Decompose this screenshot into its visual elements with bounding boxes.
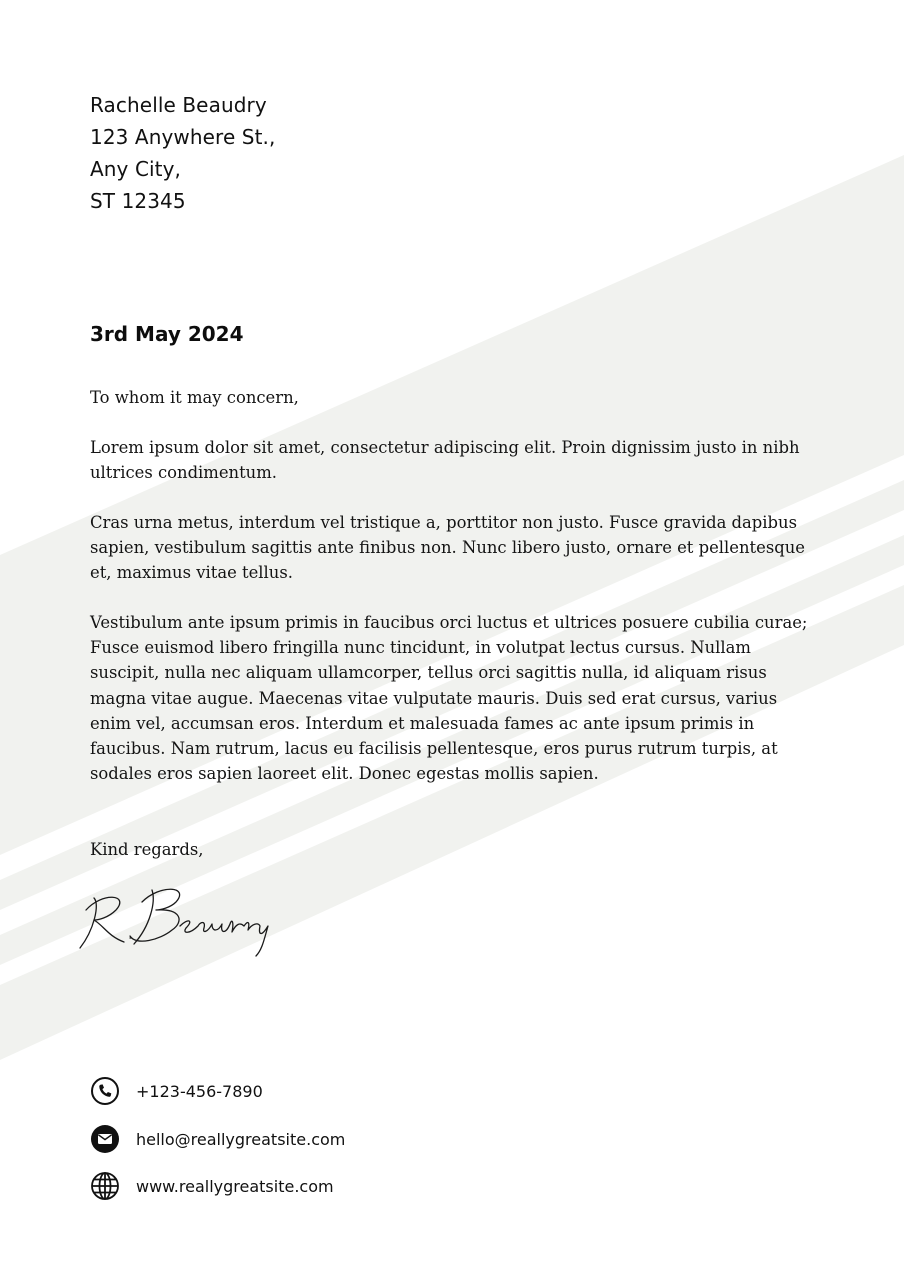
handwritten-signature bbox=[72, 880, 282, 960]
letter-paragraph: Cras urna metus, interdum vel tristique a, porttitor non justo. Fusce gravida dapibus sapien, vestibulum sagittis ante finibus non. Nunc libero justo, ornare et pellentesque et, maximus vitae tellus. bbox=[90, 513, 805, 583]
sender-address bbox=[90, 89, 275, 217]
sender-state-zip: ST 12345 bbox=[90, 189, 186, 213]
email-icon bbox=[90, 1124, 120, 1154]
letter-greeting: To whom it may concern, bbox=[90, 388, 299, 407]
sender-street: 123 Anywhere St., bbox=[90, 125, 276, 149]
letter-paragraph: Vestibulum ante ipsum primis in faucibus orci luctus et ultrices posuere cubilia curae; Fusce euismod libero fringilla nunc tincidunt, in volutpat lectus cursus. Nullam suscipit, nulla nec aliquam ullamcorper, tellus orci sagittis nulla, id aliquam risus magna vitae augue. Maecenas vitae vulputate mauris. Duis sed erat cursus, varius enim vel, accumsan eros. Interdum et malesuada fames ac ante ipsum primis in faucibus. Nam rutrum, lacus eu facilisis pellentesque, eros purus rutrum turpis, at sodales eros sapien laoreet elit. Donec egestas mollis sapien. bbox=[90, 613, 808, 784]
contact-phone bbox=[90, 1076, 263, 1106]
contact-website bbox=[90, 1171, 334, 1201]
website-url[interactable]: www.reallygreatsite.com bbox=[136, 1176, 334, 1196]
sender-name: Rachelle Beaudry bbox=[90, 93, 267, 117]
letter-closing: Kind regards, bbox=[90, 840, 204, 859]
contact-email bbox=[90, 1124, 345, 1154]
phone-icon bbox=[90, 1076, 120, 1106]
phone-number[interactable]: +123-456-7890 bbox=[136, 1081, 263, 1101]
email-address[interactable]: hello@reallygreatsite.com bbox=[136, 1129, 346, 1149]
sender-city: Any City, bbox=[90, 157, 182, 181]
letter-date: 3rd May 2024 bbox=[90, 322, 244, 346]
globe-icon bbox=[90, 1171, 120, 1201]
letter-paragraph: Lorem ipsum dolor sit amet, consectetur adipiscing elit. Proin dignissim justo in nibh ultrices condimentum. bbox=[90, 438, 800, 483]
